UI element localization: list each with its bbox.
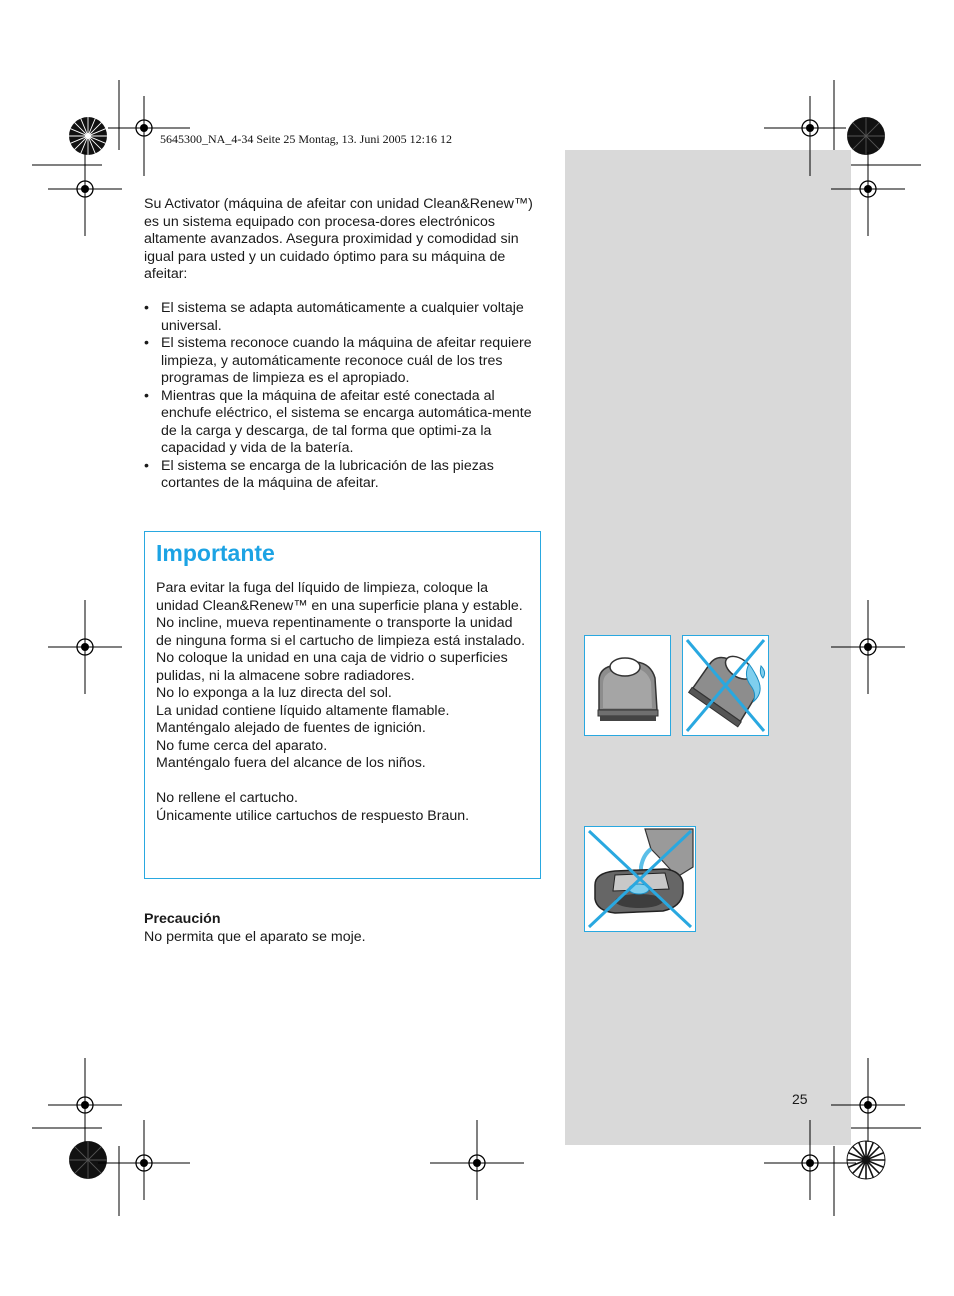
important-line: No rellene el cartucho. — [156, 790, 298, 806]
list-item-text: El sistema se encarga de la lubricación de las piezas cortantes de la máquina de afeitar. — [161, 457, 494, 491]
bullet-icon: • — [144, 335, 149, 351]
intro-paragraph: Su Activator (máquina de afeitar con unidad Clean&Renew™) es un sistema equipado con procesa-dores electrónicos altamente avanzados. Asegura proximidad y comodidad sin igual para usted y un cuidado óptimo para su máquina de afeitar: — [144, 196, 533, 282]
bullet-icon: • — [144, 457, 149, 474]
bullet-icon: • — [144, 300, 149, 316]
important-line: No incline, mueva repentinamente o transporte la unidad de ninguna forma si el cartucho de limpieza está instalado. — [156, 615, 526, 649]
list-item-text: El sistema reconoce cuando la máquina de afeitar requiere limpieza, y automáticamente reconoce cuál de los tres programas de limpieza es el apropiado. — [161, 335, 532, 386]
important-line: La unidad contiene líquido altamente flamable. — [156, 702, 450, 719]
important-line: No lo exponga a la luz directa del sol. — [156, 685, 392, 701]
page-number: 25 — [792, 1091, 808, 1107]
important-line: Para evitar la fuga del líquido de limpieza, coloque la unidad Clean&Renew™ en una superficie plana y estable. — [156, 580, 523, 614]
caution-text: No permita que el aparato se moje. — [144, 929, 366, 945]
important-line: No fume cerca del aparato. — [156, 737, 328, 754]
list-item-text: El sistema se adapta automáticamente a cualquier voltaje universal. — [161, 300, 524, 334]
important-line: Manténgalo fuera del alcance de los niños. — [156, 755, 426, 771]
list-item-text: Mientras que la máquina de afeitar esté conectada al enchufe eléctrico, el sistema se encarga automática-mente de la carga y descarga, de tal forma que optimi-za la capacidad y vida de la batería. — [161, 387, 532, 456]
caution-label: Precaución — [144, 911, 221, 927]
important-heading: Importante — [156, 540, 275, 566]
important-line: Únicamente utilice cartuchos de respuesto Braun. — [156, 807, 470, 824]
important-line: No coloque la unidad en una caja de vidrio o superficies pulidas, ni la almacene sobre radiadores. — [156, 650, 508, 684]
bullet-icon: • — [144, 387, 149, 404]
important-line: Manténgalo alejado de fuentes de ignición. — [156, 720, 426, 736]
print-header-slug: 5645300_NA_4-34 Seite 25 Montag, 13. Juni 2005 12:16 12 — [160, 132, 452, 146]
